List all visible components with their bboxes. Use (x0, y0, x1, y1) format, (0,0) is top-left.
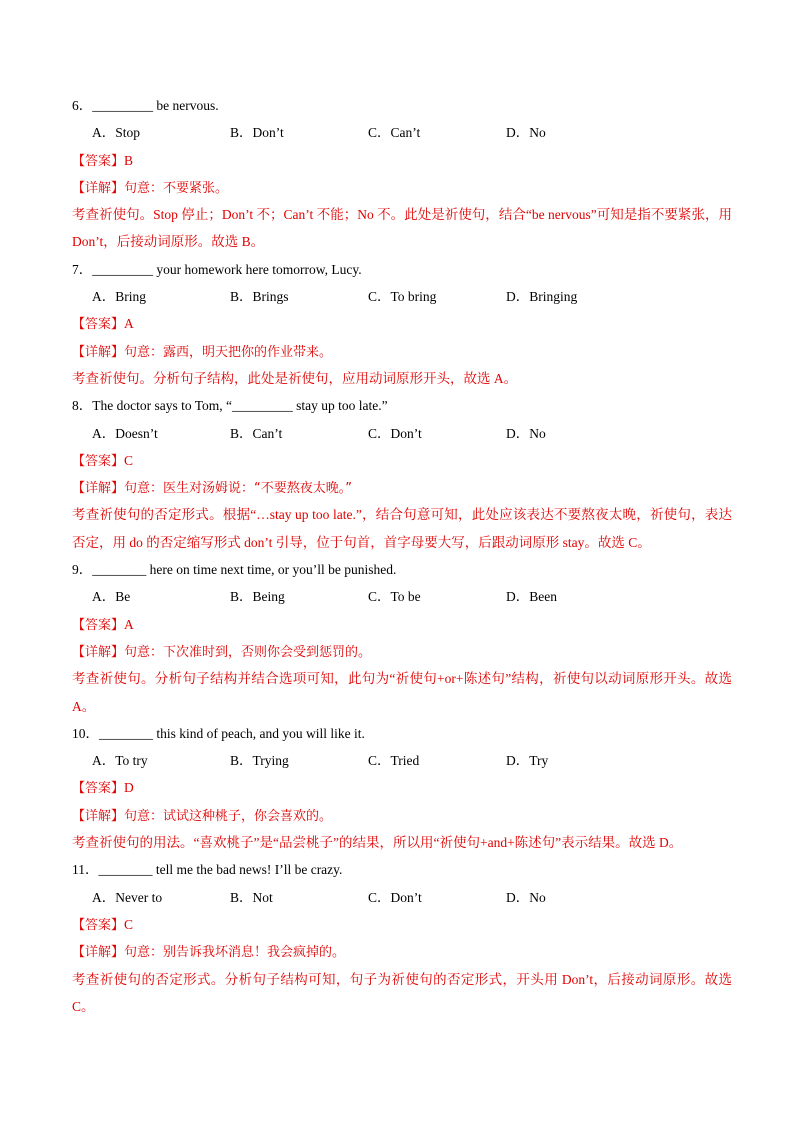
answer-value: C (124, 916, 134, 932)
answer-tag: 【答案】 (72, 617, 125, 633)
answer-line (72, 774, 732, 801)
question-number: 8． (72, 398, 93, 414)
question-stem-line (72, 856, 732, 883)
explanation-line (72, 338, 732, 365)
explanation-line (72, 802, 732, 829)
option-d: D．Try (506, 753, 549, 769)
explanation-line (72, 474, 732, 501)
options-row (72, 283, 732, 310)
explanation-line (72, 938, 732, 965)
option-d: D．Bringing (506, 289, 578, 305)
question-stem-line (72, 556, 732, 583)
option-d: D．No (506, 125, 546, 141)
sentence-meaning: 句意：露西，明天把你的作业带来。 (124, 344, 333, 360)
option-d: D．No (506, 889, 546, 905)
question-stem: ________ tell me the bad news! I’ll be crazy. (98, 862, 343, 878)
question-block (72, 92, 732, 256)
option-a: A．Bring (92, 289, 146, 305)
options-row (72, 884, 732, 911)
question-stem: The doctor says to Tom, “_________ stay up too late.” (92, 398, 388, 414)
answer-line (72, 611, 732, 638)
question-block (72, 720, 732, 856)
option-a: A．Doesn’t (92, 425, 158, 441)
option-b: B．Not (230, 889, 273, 905)
sentence-meaning: 句意：不要紧张。 (124, 180, 229, 196)
explanation-tag: 【详解】 (72, 180, 125, 196)
option-a: A．To try (92, 753, 148, 769)
option-a: A．Stop (92, 125, 141, 141)
explanation-note: 考查祈使句的用法。“喜欢桃子”是“品尝桃子”的结果，所以用“祈使句+and+陈述句”表示结果。故选 D。 (72, 835, 683, 851)
question-stem: _________ your homework here tomorrow, Lucy. (92, 261, 362, 277)
question-number: 9． (72, 562, 93, 578)
explanation-line (72, 174, 732, 201)
question-stem-line (72, 720, 732, 747)
sentence-meaning: 句意：试试这种桃子，你会喜欢的。 (124, 808, 333, 824)
question-stem: ________ this kind of peach, and you will like it. (99, 725, 365, 741)
question-list (72, 92, 732, 1020)
answer-value: C (124, 452, 134, 468)
answer-line (72, 147, 732, 174)
option-b: B．Being (230, 589, 285, 605)
answer-line (72, 447, 732, 474)
explanation-tag: 【详解】 (72, 808, 125, 824)
explanation-tag: 【详解】 (72, 644, 125, 660)
option-c: C．Tried (368, 753, 420, 769)
option-b: B．Can’t (230, 425, 283, 441)
explanation-note: 考查祈使句。分析句子结构并结合选项可知，此句为“祈使句+or+陈述句”结构，祈使句以动词原形开头。故选 A。 (72, 671, 732, 714)
options-row (72, 747, 732, 774)
sentence-meaning: 句意：别告诉我坏消息！我会疯掉的。 (124, 945, 346, 961)
question-number: 11． (72, 862, 99, 878)
question-number: 7． (72, 261, 93, 277)
option-a: A．Be (92, 589, 131, 605)
question-number: 6． (72, 98, 93, 113)
options-row (72, 119, 732, 146)
answer-value: A (124, 616, 134, 632)
question-block (72, 256, 732, 392)
answer-line (72, 911, 732, 938)
option-c: C．Don’t (368, 889, 422, 905)
answer-value: D (124, 780, 134, 796)
option-a: A．Never to (92, 889, 163, 905)
option-b: B．Trying (230, 753, 289, 769)
answer-tag: 【答案】 (72, 317, 125, 333)
question-block (72, 556, 732, 720)
option-d: D．Been (506, 589, 557, 605)
explanation-tag: 【详解】 (72, 481, 125, 497)
question-number: 10． (72, 725, 99, 741)
question-stem-line (72, 392, 732, 419)
explanation-tag: 【详解】 (72, 344, 125, 360)
answer-value: A (124, 316, 134, 332)
sentence-meaning: 句意：医生对汤姆说：“不要熬夜太晚。” (124, 481, 352, 497)
answer-tag: 【答案】 (72, 917, 125, 933)
options-row (72, 583, 732, 610)
option-c: C．Don’t (368, 425, 422, 441)
explanation-note: 考查祈使句。分析句子结构，此处是祈使句，应用动词原形开头，故选 A。 (72, 370, 518, 386)
option-c: C．To bring (368, 289, 437, 305)
question-stem-line (72, 256, 732, 283)
explanation-line (72, 638, 732, 665)
question-stem: _________ be nervous. (92, 98, 219, 113)
answer-line (72, 310, 732, 337)
option-b: B．Don’t (230, 125, 284, 141)
option-d: D．No (506, 425, 546, 441)
options-row (72, 420, 732, 447)
option-c: C．To be (368, 589, 421, 605)
sentence-meaning: 句意：下次准时到，否则你会受到惩罚的。 (124, 644, 372, 660)
answer-tag: 【答案】 (72, 781, 125, 797)
answer-tag: 【答案】 (72, 453, 125, 469)
question-stem: ________ here on time next time, or you’ll be punished. (92, 562, 397, 578)
question-block (72, 856, 732, 1020)
explanation-note: 考查祈使句。Stop 停止；Don’t 不；Can’t 不能；No 不。此处是祈使句，结合“be nervous”可知是指不要紧张，用 Don’t，后接动词原形。故选 B。 (72, 207, 732, 250)
explanation-note: 考查祈使句的否定形式。根据“…stay up too late.”，结合句意可知，此处应该表达不要熬夜太晚，祈使句，表达否定，用 do 的否定缩写形式 don’t 引导，位于句首，首字母要大写，后跟动词原形 stay。故选 C。 (72, 507, 732, 550)
option-b: B．Brings (230, 289, 289, 305)
answer-tag: 【答案】 (72, 153, 125, 169)
explanation-tag: 【详解】 (72, 945, 125, 961)
question-stem-line (72, 92, 732, 119)
question-block (72, 392, 732, 556)
answer-value: B (124, 152, 134, 168)
explanation-note: 考查祈使句的否定形式。分析句子结构可知，句子为祈使句的否定形式，开头用 Don’t，后接动词原形。故选 C。 (72, 971, 732, 1014)
option-c: C．Can’t (368, 125, 421, 141)
